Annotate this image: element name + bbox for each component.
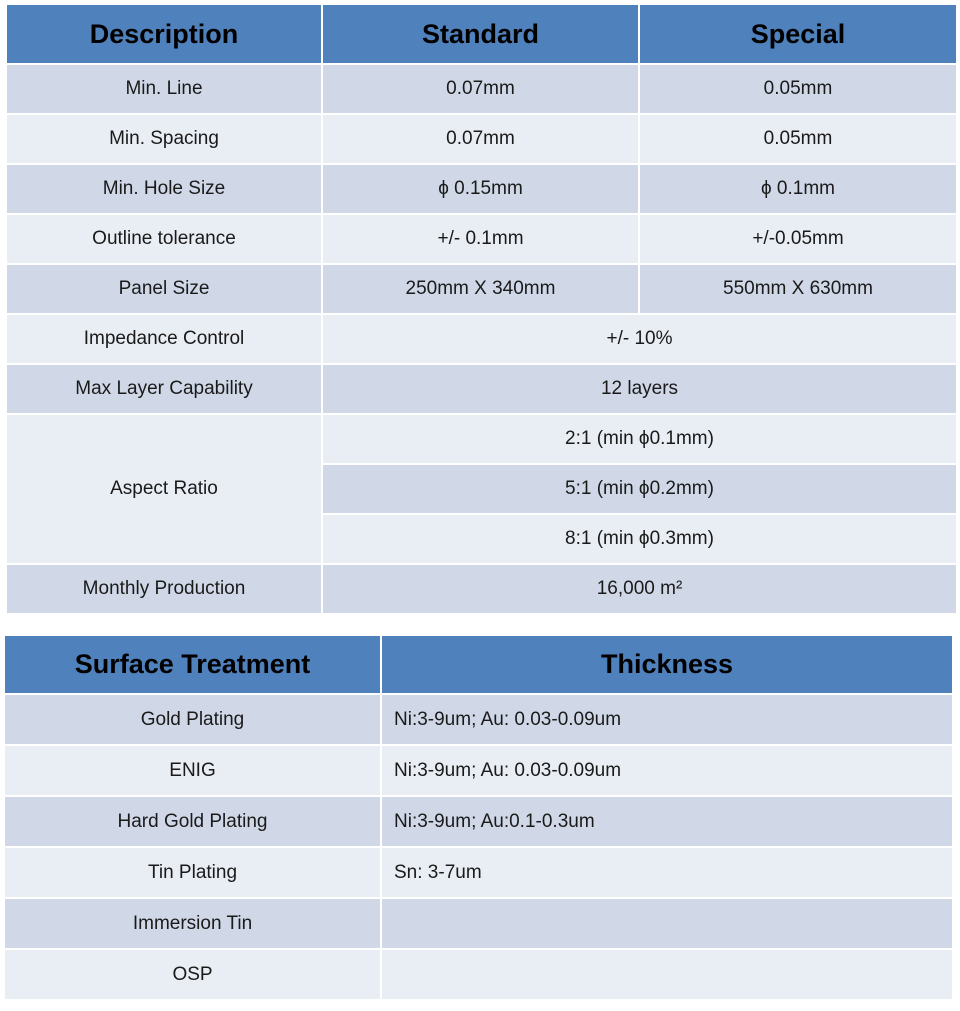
table-row [6, 114, 957, 164]
treatment-name: ENIG [4, 745, 381, 796]
thickness-value: Ni:3-9um; Au:0.1-0.3um [381, 796, 953, 847]
header-standard: Standard [322, 4, 639, 64]
table-row [4, 694, 953, 745]
treatment-name: Immersion Tin [4, 898, 381, 949]
row-label: Aspect Ratio [6, 414, 322, 564]
standard-value: +/- 0.1mm [322, 214, 639, 264]
table-row [4, 796, 953, 847]
capability-table [5, 3, 958, 615]
table-row [6, 164, 957, 214]
aspect-ratio-value: 8:1 (min ϕ0.3mm) [322, 514, 957, 564]
header-row [6, 4, 957, 64]
table-row [6, 314, 957, 364]
monthly-production-value: 16,000 m² [322, 564, 957, 614]
surface-treatment-table [3, 634, 954, 1001]
standard-value: 0.07mm [322, 64, 639, 114]
header-thickness: Thickness [381, 635, 953, 694]
impedance-value: +/- 10% [322, 314, 957, 364]
row-label: Min. Hole Size [6, 164, 322, 214]
standard-value: 0.07mm [322, 114, 639, 164]
thickness-value [381, 949, 953, 1000]
header-description: Description [6, 4, 322, 64]
table-row [4, 847, 953, 898]
header-surface-treatment: Surface Treatment [4, 635, 381, 694]
thickness-value: Ni:3-9um; Au: 0.03-0.09um [381, 745, 953, 796]
row-label: Monthly Production [6, 564, 322, 614]
thickness-value: Sn: 3-7um [381, 847, 953, 898]
row-label: Min. Spacing [6, 114, 322, 164]
row-label: Impedance Control [6, 314, 322, 364]
row-label: Max Layer Capability [6, 364, 322, 414]
aspect-ratio-value: 2:1 (min ϕ0.1mm) [322, 414, 957, 464]
treatment-name: Gold Plating [4, 694, 381, 745]
treatment-name: Tin Plating [4, 847, 381, 898]
table-row [4, 949, 953, 1000]
special-value: ϕ 0.1mm [639, 164, 957, 214]
special-value: 0.05mm [639, 114, 957, 164]
treatment-name: OSP [4, 949, 381, 1000]
table-row [4, 745, 953, 796]
aspect-ratio-value: 5:1 (min ϕ0.2mm) [322, 464, 957, 514]
table-row [6, 564, 957, 614]
standard-value: ϕ 0.15mm [322, 164, 639, 214]
standard-value: 250mm X 340mm [322, 264, 639, 314]
special-value: 550mm X 630mm [639, 264, 957, 314]
row-label: Outline tolerance [6, 214, 322, 264]
special-value: 0.05mm [639, 64, 957, 114]
table-row [4, 898, 953, 949]
table-row [6, 414, 957, 464]
table-row [6, 214, 957, 264]
table-row [6, 64, 957, 114]
row-label: Panel Size [6, 264, 322, 314]
header-row [4, 635, 953, 694]
thickness-value: Ni:3-9um; Au: 0.03-0.09um [381, 694, 953, 745]
row-label: Min. Line [6, 64, 322, 114]
special-value: +/-0.05mm [639, 214, 957, 264]
max-layer-value: 12 layers [322, 364, 957, 414]
table-row [6, 364, 957, 414]
table-row [6, 264, 957, 314]
treatment-name: Hard Gold Plating [4, 796, 381, 847]
thickness-value [381, 898, 953, 949]
header-special: Special [639, 4, 957, 64]
